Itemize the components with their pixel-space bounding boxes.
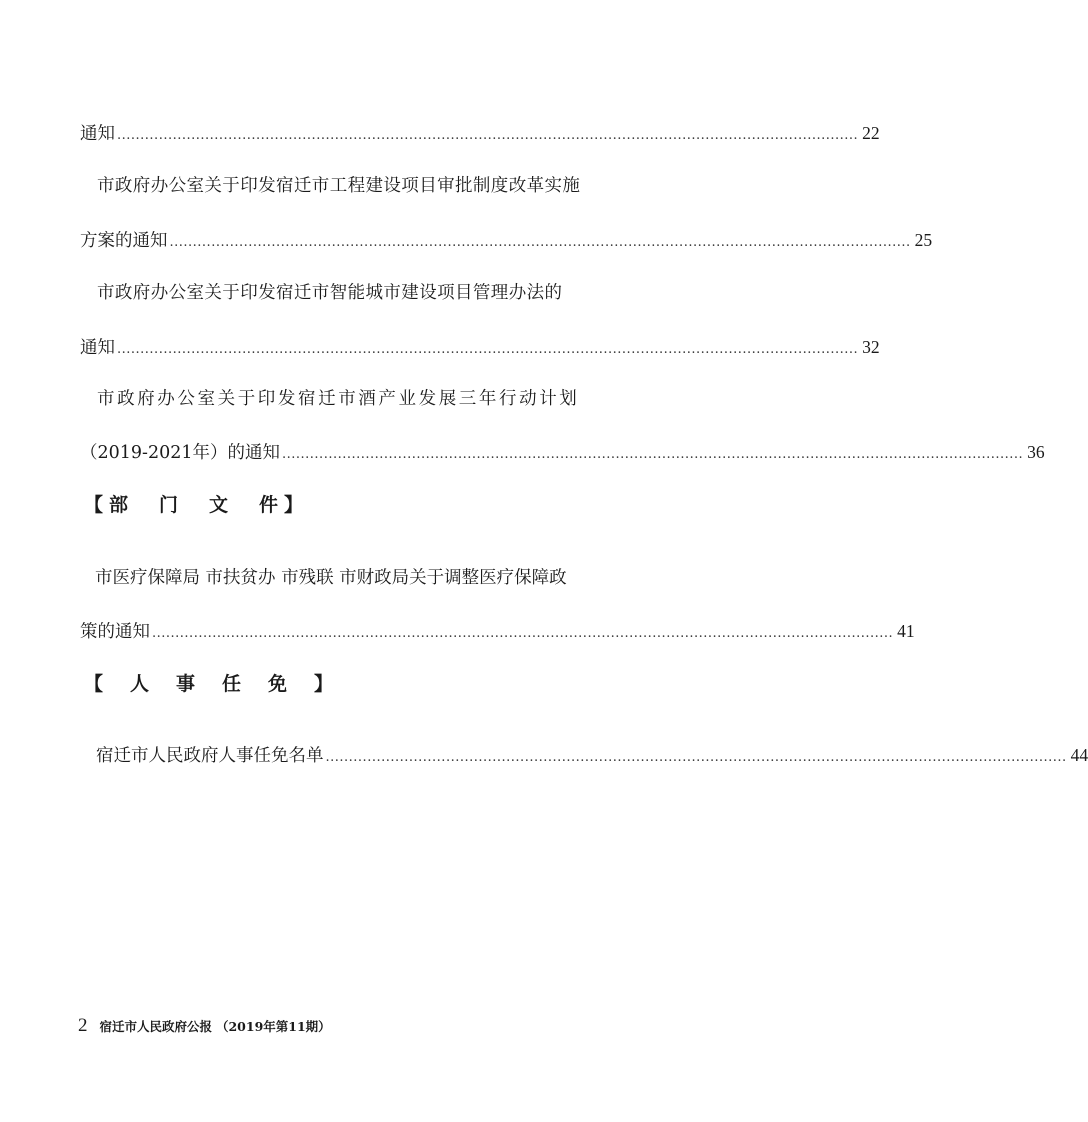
section-heading-dept-documents: 【部 门 文 件】 bbox=[84, 494, 310, 516]
page-footer bbox=[78, 1015, 331, 1037]
toc-entry-title-line[interactable]: 市医疗保障局 市扶贫办 市残联 市财政局关于调整医疗保障政 bbox=[95, 568, 567, 588]
toc-entry-title-line[interactable]: 市政府办公室关于印发宿迁市酒产业发展三年行动计划 bbox=[97, 389, 580, 409]
toc-page-number: 41 bbox=[897, 621, 915, 641]
toc-entry-title-line[interactable]: 市政府办公室关于印发宿迁市工程建设项目审批制度改革实施 bbox=[97, 176, 581, 196]
toc-entry-title-line[interactable]: 市政府办公室关于印发宿迁市智能城市建设项目管理办法的 bbox=[97, 283, 563, 303]
toc-page-number: 25 bbox=[914, 230, 933, 250]
leader-dots: ................................................................................................................................................................ bbox=[117, 342, 859, 357]
leader-dots: ................................................................................................................................................................ bbox=[169, 235, 911, 250]
toc-page-number: 36 bbox=[1027, 442, 1045, 462]
toc-entry-title: 宿迁市人民政府人事任免名单 bbox=[96, 746, 324, 766]
toc-page-number: 44 bbox=[1070, 745, 1088, 765]
toc-entry-title: 策的通知 bbox=[80, 622, 150, 642]
toc-entry-title: 通知 bbox=[80, 124, 115, 144]
section-heading-personnel: 【 人 事 任 免 】 bbox=[84, 673, 338, 695]
toc-entry-liquor-industry[interactable] bbox=[80, 440, 1045, 467]
toc-entry-medical-insurance[interactable] bbox=[80, 619, 915, 646]
toc-entry-smart-city[interactable] bbox=[80, 335, 880, 362]
toc-entry-title: 通知 bbox=[80, 338, 115, 358]
leader-dots: ................................................................................................................................................................ bbox=[282, 447, 1024, 462]
toc-page-number: 32 bbox=[862, 337, 880, 357]
leader-dots: ................................................................................................................................................................ bbox=[152, 626, 894, 641]
toc-entry-notice-22[interactable] bbox=[80, 121, 880, 148]
leader-dots: ................................................................................................................................................................ bbox=[117, 128, 859, 143]
toc-entry-title: 方案的通知 bbox=[80, 231, 168, 251]
toc-entry-title: （2019-2021年）的通知 bbox=[80, 443, 280, 463]
leader-dots: ................................................................................................................................................................ bbox=[325, 750, 1067, 765]
toc-entry-personnel-list[interactable] bbox=[96, 743, 1088, 770]
footer-page-number: 2 bbox=[78, 1015, 88, 1036]
footer-issue: （2019年第11期） bbox=[215, 1019, 331, 1034]
footer-publication-name: 宿迁市人民政府公报 bbox=[99, 1019, 212, 1034]
toc-entry-engineering-approval[interactable] bbox=[80, 228, 933, 255]
toc-page-number: 22 bbox=[862, 123, 880, 143]
